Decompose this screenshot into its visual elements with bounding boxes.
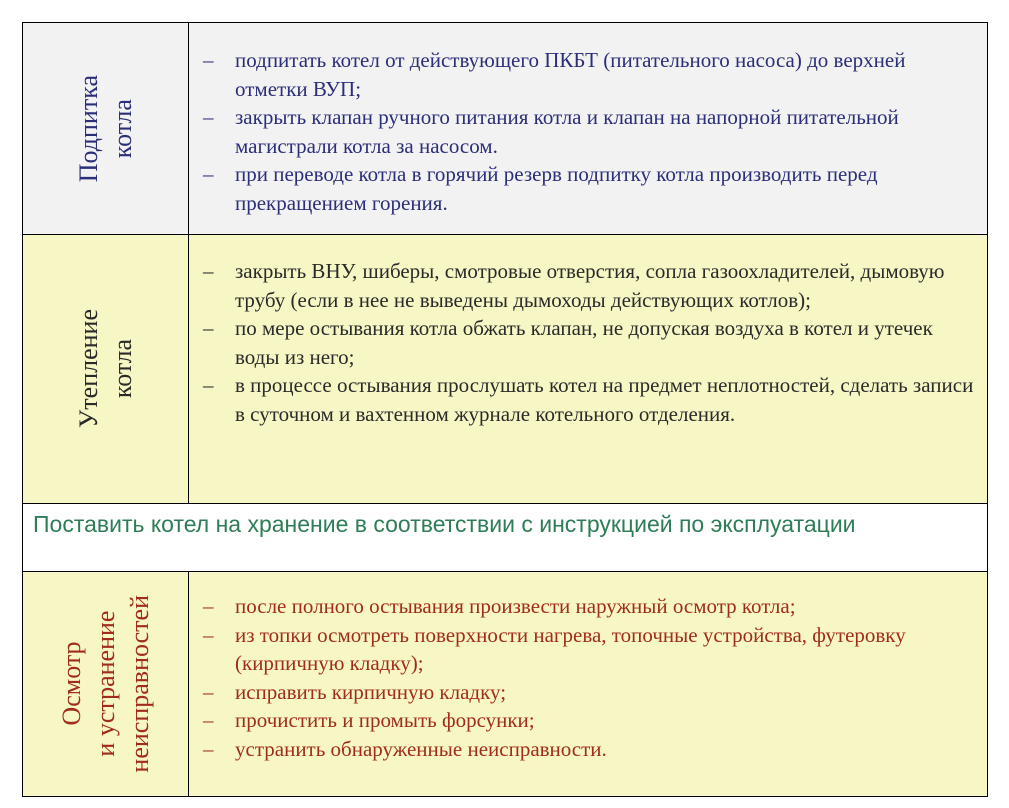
row-label-cell <box>23 572 189 796</box>
instruction-list <box>203 592 977 763</box>
list-item: – из топки осмотреть поверхности нагрева, топочные устройства, футеровку (кирпичную кладку); <box>203 622 906 675</box>
list-item: – исправить кирпичную кладку; <box>203 679 507 704</box>
row-storage-note <box>23 504 987 572</box>
list-item: – при переводе котла в горячий резерв подпитку котла производить перед прекращением горения. <box>203 162 878 215</box>
row-content <box>189 235 987 503</box>
list-item: – по мере остывания котла обжать клапан, не допуская воздуха в котел и утечек воды из него; <box>203 316 933 369</box>
row-label: Утепление котла <box>73 309 137 429</box>
row-content <box>189 23 987 234</box>
list-item: – подпитать котел от действующего ПКБТ (питательного насоса) до верхней отметки ВУП; <box>203 48 906 101</box>
list-item: – после полного остывания произвести наружный осмотр котла; <box>203 594 796 618</box>
row-boiler-feeding <box>23 23 987 235</box>
list-item: – устранить обнаруженные неисправности. <box>203 736 607 761</box>
list-item: – прочистить и промыть форсунки; <box>203 708 535 732</box>
list-item: – закрыть клапан ручного питания котла и клапан на напорной питательной магистрали котла за насосом. <box>203 105 899 158</box>
procedure-table <box>22 22 988 797</box>
list-item: – в процессе остывания прослушать котел на предмет неплотностей, сделать записи в суточном и вахтенном журнале котельного отделения. <box>203 373 974 426</box>
row-label: Подпитка котла <box>73 74 137 183</box>
row-label-cell <box>23 235 189 503</box>
list-item: – закрыть ВНУ, шиберы, смотровые отверстия, сопла газоохладителей, дымовую трубу (если в нее не выведены дымоходы действующих котлов); <box>203 259 945 312</box>
row-content <box>189 572 987 796</box>
instruction-list <box>203 257 977 428</box>
instruction-list <box>203 46 977 217</box>
row-label-cell <box>23 23 189 234</box>
row-label: Осмотр и устранение неисправностей <box>56 595 154 773</box>
row-boiler-insulation <box>23 235 987 504</box>
row-inspection <box>23 572 987 796</box>
storage-instruction-text: Поставить котел на хранение в соответствии с инструкцией по эксплуатации <box>33 511 856 537</box>
